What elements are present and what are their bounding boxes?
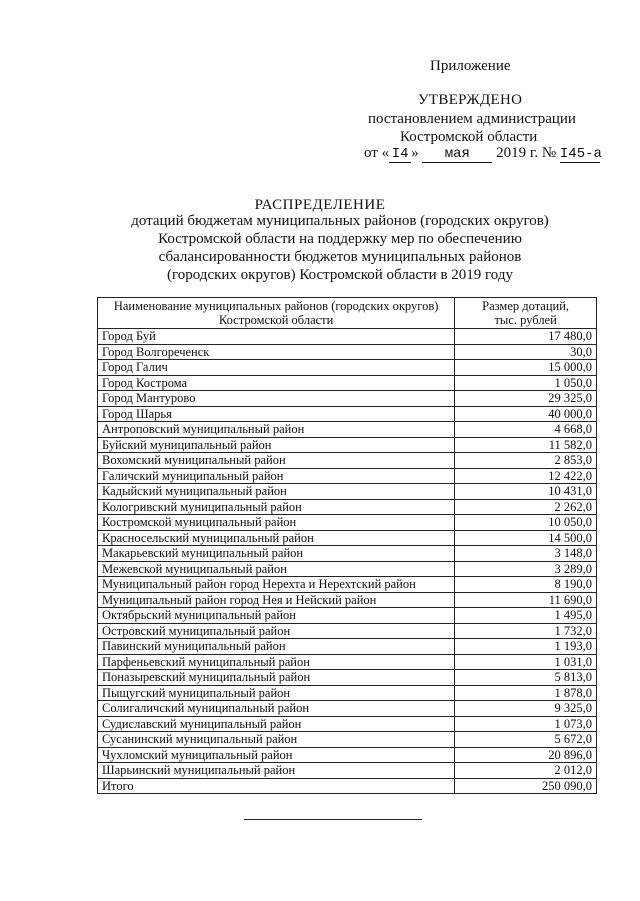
row-name: Город Кострома [98, 375, 455, 391]
signature-line [244, 819, 422, 820]
table-row [98, 623, 597, 639]
row-value: 29 325,0 [455, 391, 597, 407]
row-value: 250 090,0 [455, 778, 597, 794]
row-value: 11 582,0 [455, 437, 597, 453]
row-value: 2 012,0 [455, 763, 597, 779]
row-name: Макарьевский муниципальный район [98, 546, 455, 562]
row-name: Кадыйский муниципальный район [98, 484, 455, 500]
title-line-4: (городских округов) Костромской области в 2019 году [166, 267, 514, 283]
table-row [98, 422, 597, 438]
table-row [98, 561, 597, 577]
row-name: Островский муниципальный район [98, 623, 455, 639]
distribution-table [97, 297, 597, 794]
table-row [98, 360, 597, 376]
row-value: 2 853,0 [455, 453, 597, 469]
row-name: Кологривский муниципальный район [98, 499, 455, 515]
row-value: 20 896,0 [455, 747, 597, 763]
row-name: Поназыревский муниципальный район [98, 670, 455, 686]
appendix-label: Приложение [430, 58, 511, 74]
approval-authority: постановлением администрации [368, 111, 576, 127]
date-day: I4 [389, 146, 411, 163]
date-month: мая [422, 146, 492, 163]
table-row [98, 546, 597, 562]
table-row [98, 716, 597, 732]
approval-region: Костромской области [400, 129, 538, 145]
row-name: Муниципальный район город Нея и Нейский район [98, 592, 455, 608]
date-prefix: от « [364, 145, 390, 161]
row-value: 2 262,0 [455, 499, 597, 515]
row-name: Сусанинский муниципальный район [98, 732, 455, 748]
row-value: 1 878,0 [455, 685, 597, 701]
table-row [98, 406, 597, 422]
table-row [98, 670, 597, 686]
header-name-line-2: Костромской области [218, 313, 334, 327]
row-name: Чухломский муниципальный район [98, 747, 455, 763]
table-row [98, 685, 597, 701]
row-name: Парфеньевский муниципальный район [98, 654, 455, 670]
decree-number: I45-а [559, 146, 602, 162]
row-name: Октябрьский муниципальный район [98, 608, 455, 624]
row-value: 17 480,0 [455, 329, 597, 345]
table-row [98, 592, 597, 608]
table-row [98, 515, 597, 531]
row-value: 14 500,0 [455, 530, 597, 546]
table-row [98, 747, 597, 763]
table-row [98, 701, 597, 717]
table-row [98, 437, 597, 453]
title-line-1: дотаций бюджетам муниципальных районов (городских округов) [131, 213, 549, 229]
row-value: 11 690,0 [455, 592, 597, 608]
row-name: Антроповский муниципальный район [98, 422, 455, 438]
row-value: 15 000,0 [455, 360, 597, 376]
header-name-line-1: Наименование муниципальных районов (городских округов) [113, 299, 439, 313]
row-name: Муниципальный район город Нерехта и Нерехтский район [98, 577, 455, 593]
row-value: 1 193,0 [455, 639, 597, 655]
row-name: Солигаличский муниципальный район [98, 701, 455, 717]
row-value: 9 325,0 [455, 701, 597, 717]
row-name: Город Мантурово [98, 391, 455, 407]
table-row [98, 732, 597, 748]
table-row [98, 344, 597, 360]
row-value: 10 431,0 [455, 484, 597, 500]
row-name: Город Галич [98, 360, 455, 376]
row-value: 3 148,0 [455, 546, 597, 562]
table-row [98, 375, 597, 391]
row-value: 1 050,0 [455, 375, 597, 391]
header-amount-column [455, 298, 597, 329]
row-value: 1 732,0 [455, 623, 597, 639]
row-name: Костромской муниципальный район [98, 515, 455, 531]
table-row [98, 639, 597, 655]
table-row [98, 608, 597, 624]
document-title: РАСПРЕДЕЛЕНИЕ [254, 197, 386, 213]
row-name: Город Волгореченск [98, 344, 455, 360]
row-name: Город Буй [98, 329, 455, 345]
table-row [98, 329, 597, 345]
row-value: 12 422,0 [455, 468, 597, 484]
table-row [98, 763, 597, 779]
approval-date-line [364, 145, 600, 163]
row-name: Красносельский муниципальный район [98, 530, 455, 546]
row-value: 10 050,0 [455, 515, 597, 531]
table-row [98, 468, 597, 484]
table-row [98, 499, 597, 515]
row-value: 4 668,0 [455, 422, 597, 438]
title-line-3: сбалансированности бюджетов муниципальных районов [158, 249, 522, 265]
row-name: Город Шарья [98, 406, 455, 422]
table-row [98, 654, 597, 670]
approved-label: УТВЕРЖДЕНО [418, 92, 523, 108]
row-value: 1 495,0 [455, 608, 597, 624]
date-mid: » [411, 145, 419, 161]
header-amount-line-1: Размер дотаций, [482, 299, 570, 313]
table-row [98, 577, 597, 593]
row-name: Пыщугский муниципальный район [98, 685, 455, 701]
row-value: 8 190,0 [455, 577, 597, 593]
row-value: 40 000,0 [455, 406, 597, 422]
row-name: Итого [98, 778, 455, 794]
header-amount-line-2: тыс. рублей [494, 313, 557, 327]
table-row [98, 453, 597, 469]
row-value: 5 813,0 [455, 670, 597, 686]
row-name: Межевской муниципальный район [98, 561, 455, 577]
table-header-row [98, 298, 597, 329]
header-name-column [98, 298, 455, 329]
row-value: 5 672,0 [455, 732, 597, 748]
table-row [98, 391, 597, 407]
row-name: Шарьинский муниципальный район [98, 763, 455, 779]
title-line-2: Костромской области на поддержку мер по обеспечению [158, 231, 522, 247]
row-name: Буйский муниципальный район [98, 437, 455, 453]
row-value: 30,0 [455, 344, 597, 360]
row-name: Галичский муниципальный район [98, 468, 455, 484]
row-name: Павинский муниципальный район [98, 639, 455, 655]
table-row [98, 530, 597, 546]
row-value: 1 031,0 [455, 654, 597, 670]
row-name: Судиславский муниципальный район [98, 716, 455, 732]
table-row [98, 778, 597, 794]
row-value: 3 289,0 [455, 561, 597, 577]
date-year: 2019 г. № [496, 145, 557, 161]
row-name: Вохомский муниципальный район [98, 453, 455, 469]
table-row [98, 484, 597, 500]
row-value: 1 073,0 [455, 716, 597, 732]
